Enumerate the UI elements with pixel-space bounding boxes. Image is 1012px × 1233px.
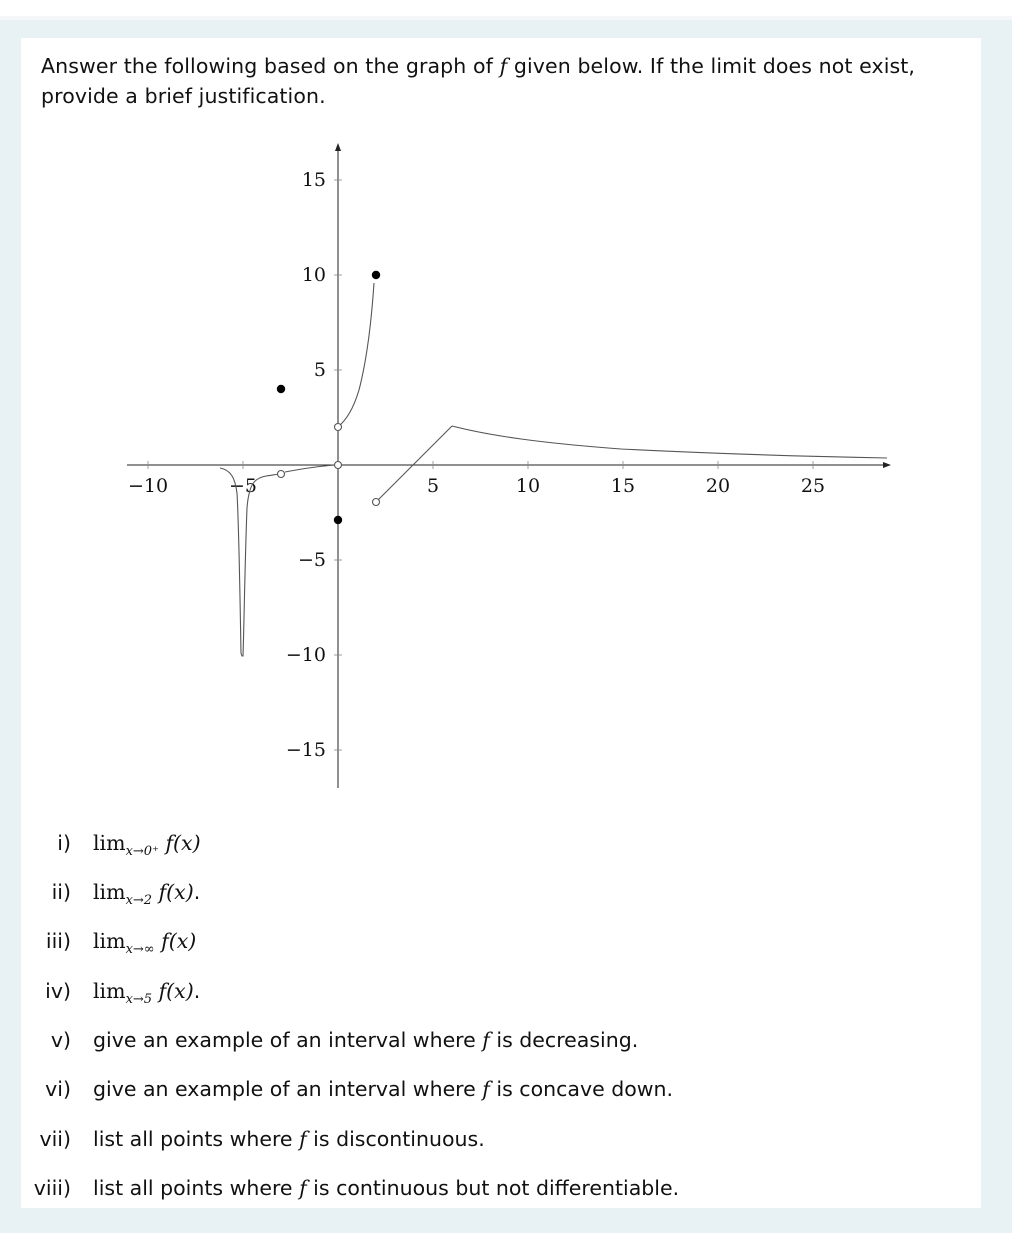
curve-rising: [338, 283, 374, 427]
question-card: [21, 38, 981, 1208]
function-graph: [21, 38, 981, 838]
question-text: list all points where f is discontinuous.: [93, 1127, 485, 1151]
top-divider: [0, 16, 1012, 20]
x-tick-label: 15: [610, 475, 636, 497]
x-tick-label: 5: [426, 475, 440, 497]
question-row: [21, 880, 961, 910]
curve-to-origin: [285, 465, 336, 472]
intro-after: given below. If the limit does not exist, provide a brief justification.: [41, 54, 916, 108]
open-point: [373, 499, 380, 506]
y-tick-label: 5: [313, 359, 326, 381]
filled-point: [372, 271, 380, 279]
y-tick-label: 10: [301, 264, 326, 286]
y-tick-label: −5: [297, 549, 326, 571]
y-tick-label: −10: [285, 644, 326, 666]
question-row: [21, 1077, 961, 1107]
x-tick-label: 20: [705, 475, 731, 497]
filled-point: [277, 385, 285, 393]
curve-tail: [452, 426, 887, 458]
question-row: [21, 1028, 961, 1058]
x-tick-label: 10: [515, 475, 541, 497]
question-number: iv): [45, 979, 71, 1003]
question-text: $\lim_{x\to 0^+} f(x)$: [93, 831, 201, 860]
question-text: give an example of an interval where f is concave down.: [93, 1077, 674, 1101]
y-tick-label: 15: [301, 169, 326, 191]
question-text: $\lim_{x\to 2} f(x)$.: [93, 880, 201, 909]
open-point: [278, 471, 285, 478]
open-point: [335, 424, 342, 431]
x-axis-arrow: [883, 462, 891, 468]
question-number: iii): [45, 929, 71, 953]
question-row: [21, 831, 961, 861]
filled-point: [334, 516, 342, 524]
question-text: give an example of an interval where f is decreasing.: [93, 1028, 639, 1052]
curve-line: [376, 426, 452, 502]
y-axis-arrow: [335, 143, 341, 151]
x-tick-label: −5: [228, 475, 258, 497]
x-tick-label: −10: [127, 475, 169, 497]
top-bar: [0, 0, 1012, 16]
question-text: list all points where f is continuous but not differentiable.: [93, 1176, 680, 1200]
intro-f: f: [499, 54, 508, 78]
question-number: ii): [51, 880, 71, 904]
question-row: [21, 979, 961, 1009]
question-text: $\lim_{x\to 5} f(x)$.: [93, 979, 201, 1008]
intro-before: Answer the following based on the graph of: [41, 54, 500, 78]
question-row: [21, 1127, 961, 1157]
open-point: [335, 462, 342, 469]
y-tick-label: −15: [285, 739, 326, 761]
question-number: v): [50, 1028, 71, 1052]
question-row: [21, 1176, 961, 1206]
question-number: vi): [45, 1077, 71, 1101]
x-tick-label: 25: [800, 475, 826, 497]
question-row: [21, 929, 961, 959]
question-number: vii): [39, 1127, 71, 1151]
question-number: i): [57, 831, 71, 855]
question-text: $\lim_{x\to\infty} f(x)$: [93, 929, 197, 958]
question-number: viii): [33, 1176, 71, 1200]
